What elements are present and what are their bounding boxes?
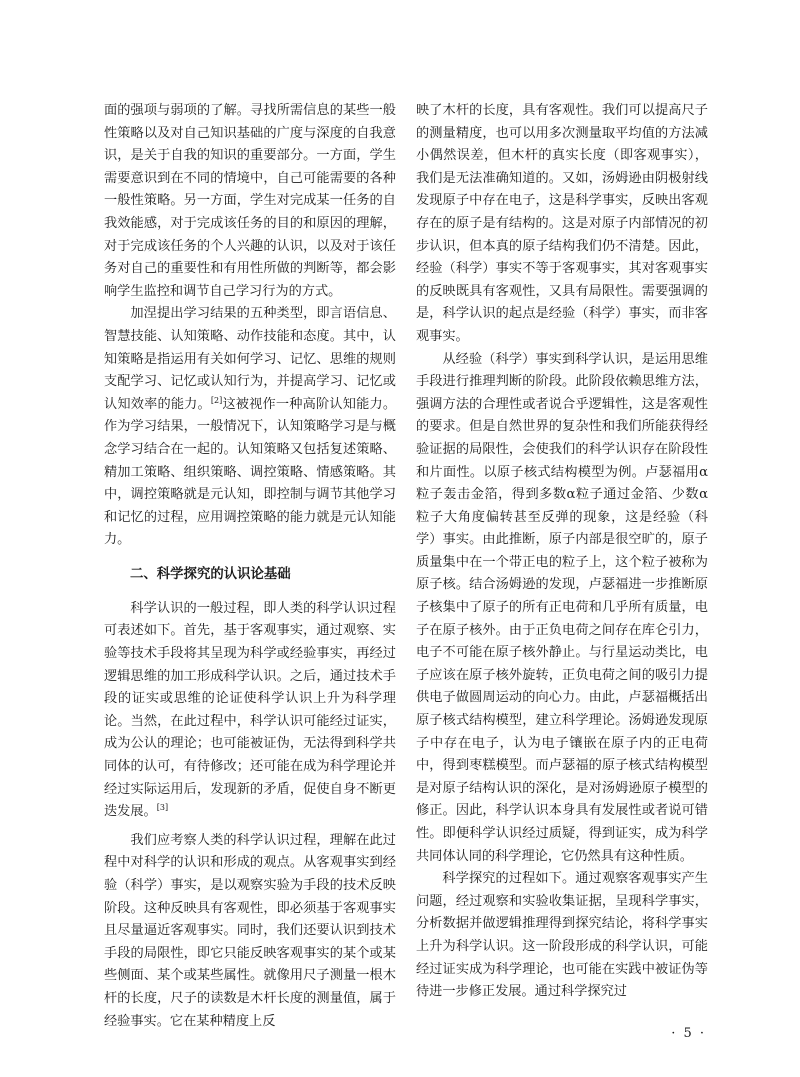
left-column [104,100,396,1033]
paragraph: 我们应考察人类的科学认识过程，理解在此过程中对科学的认识和形成的观点。从客观事实到经验（科学）事实，是以观察实验为手段的技术反映阶段。这种反映具有客观性，即必须基于客观事实且尽量逼近客观事实。同时，我们还要认识到技术手段的局限性，即它只能反映客观事实的某个或某些侧面、某个或某些属性。就像用尺子测量一根木杆的长度，尺子的读数是木杆长度的测量值，属于经验事实。它在某种精度上反 [104,832,396,1029]
paragraph: 映了木杆的长度，具有客观性。我们可以提高尺子的测量精度，也可以用多次测量取平均值的方法减小偶然误差，但木杆的真实长度（即客观事实），我们是无法准确知道的。又如，汤姆逊由阴极射线发现原子中存在电子，这是科学事实，反映出客观存在的原子是有结构的。这是对原子内部情况的初步认识，但本真的原子结构我们仍不清楚。因此，经验（科学）事实不等于客观事实，其对客观事实的反映既具有客观性，又具有局限性。需要强调的是，科学认识的起点是经验（科学）事实，而非客观事实。 [416,103,708,344]
page-number: · 5 · [671,1026,706,1041]
paragraph-text: 加涅提出学习结果的五种类型，即言语信息、智慧技能、认知策略、动作技能和态度。其中，认知策略是指运用有关如何学习、记忆、思维的规则支配学习、记忆或认知行为，并提高学习、记忆或认知效率的能力。 [104,306,396,412]
paragraph [104,598,396,824]
citation-ref: [2] [210,395,223,405]
paragraph-text: 科学认识的一般过程，即人类的科学认识过程可表述如下。首先，基于客观事实，通过观察、实验等技术手段将其呈现为科学或经验事实，再经过逻辑思维的加工形成科学认识。之后，通过技术手段的证实或思维的论证使科学认识上升为科学理论。当然，在此过程中，科学认识可能经过证实，成为公认的理论；也可能被证伪，无法得到科学共同体的认可，有待修改；还可能在成为科学理论并经过实际运用后，发现新的矛盾，促使自身不断更迭发展。 [104,600,396,820]
paragraph: 从经验（科学）事实到科学认识，是运用思维手段进行推理判断的阶段。此阶段依赖思维方法，强调方法的合理性或者说合乎逻辑性，这是客观性的要求。但是自然世界的复杂性和我们所能获得经验证据的局限性，会使我们的科学认识存在阶段性和片面性。以原子核式结构模型为例。卢瑟福用α粒子轰击金箔，得到多数α粒子通过金箔、少数α粒子大角度偏转甚至反弹的现象，这是经验（科学）事实。由此推断，原子内部是很空旷的，原子质量集中在一个带正电的粒子上，这个粒子被称为原子核。结合汤姆逊的发现，卢瑟福进一步推断原子核集中了原子的所有正电荷和几乎所有质量，电子在原子核外。由于正负电荷之间存在库仑引力，电子不可能在原子核外静止。与行星运动类比，电子应该在原子核外旋转，正负电荷之间的吸引力提供电子做圆周运动的向心力。由此，卢瑟福概括出原子核式结构模型，建立科学理论。汤姆逊发现原子中存在电子，认为电子镶嵌在原子内的正电荷中，得到枣糕模型。而卢瑟福的原子核式结构模型是对原子结构认识的深化，是对汤姆逊原子模型的修正。因此，科学认识本身具有发展性或者说可错性。即便科学认识经过质疑，得到证实，成为科学共同体认同的科学理论，它仍然具有这种性质。 [416,351,708,864]
paragraph: 科学探究的过程如下。通过观察客观事实产生问题，经过观察和实验收集证据，呈现科学事实，分析数据并做逻辑推理得到探究结论，将科学事实上升为科学认识。这一阶段形成的科学认识，可能经过证实成为科学理论，也可能在实践中被证伪等待进一步修正发展。通过科学探究过 [416,871,708,1000]
section-heading: 二、科学探究的认识论基础 [130,566,291,582]
paragraph [104,303,396,552]
paragraph-text: 这被视作一种高阶认知能力。作为学习结果，一般情况下，认知策略学习是与概念学习结合在一起的。认知策略又包括复述策略、精加工策略、组织策略、调控策略、情感策略。其中，调控策略就是元认知，即控制与调节其他学习和记忆的过程，应用调控策略的能力就是元认知能力。 [104,396,397,548]
right-column [416,100,708,1004]
paragraph: 面的强项与弱项的了解。寻找所需信息的某些一般性策略以及对自己知识基础的广度与深度的自我意识，是关于自我的知识的重要部分。一方面，学生需要意识到在不同的情境中，自己可能需要的各种一般性策略。另一方面，学生对完成某一任务的自我效能感，对于完成该任务的目的和原因的理解，对于完成该任务的个人兴趣的认识，以及对于该任务对自己的重要性和有用性所做的判断等，都会影响学生监控和调节自己学习行为的方式。 [104,103,396,299]
citation-ref: [3] [156,803,169,813]
